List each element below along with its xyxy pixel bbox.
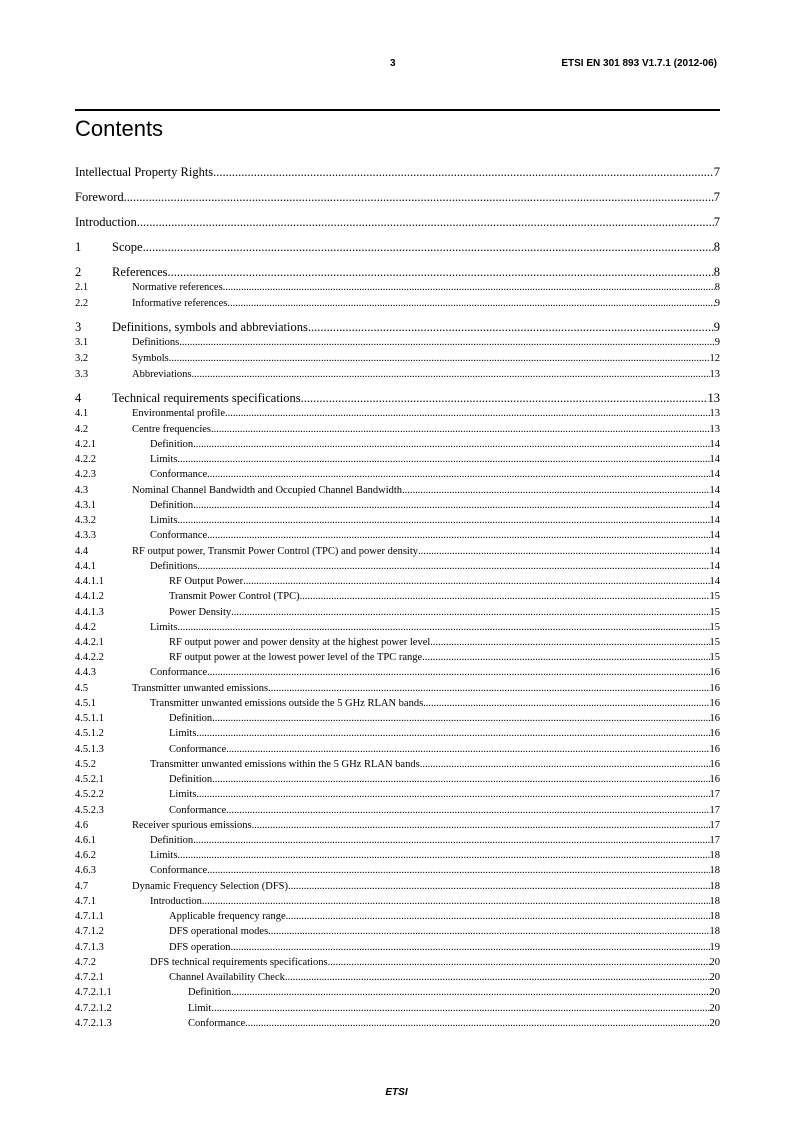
toc-entry-number: 4.6.3 — [75, 865, 96, 876]
toc-entry[interactable] — [75, 909, 720, 924]
toc-entry[interactable] — [75, 437, 720, 452]
toc-leader-dots — [207, 863, 709, 878]
toc-entry-page: 14 — [709, 576, 720, 587]
toc-entry[interactable] — [75, 833, 720, 848]
toc-entry-title: RF Output Power — [169, 576, 244, 587]
toc-entry-title: Limits — [169, 789, 197, 800]
toc-entry-title: Conformance — [150, 530, 208, 541]
toc-leader-dots — [423, 696, 709, 711]
toc-entry[interactable] — [75, 665, 720, 680]
toc-entry[interactable] — [75, 970, 720, 985]
toc-entry-number: 4.4.1 — [75, 561, 96, 572]
toc-entry-title: Intellectual Property Rights — [75, 165, 214, 179]
toc-entry[interactable] — [75, 1001, 720, 1016]
toc-entry-title: Centre frequencies — [132, 424, 212, 435]
toc-entry-title: Definition — [169, 774, 213, 785]
toc-entry-title: Definition — [188, 987, 232, 998]
toc-entry-title: Power Density — [169, 607, 232, 618]
toc-entry[interactable] — [75, 848, 720, 863]
toc-entry-title: DFS technical requirements specifications — [150, 957, 328, 968]
toc-entry-number: 4.4.3 — [75, 667, 96, 678]
toc-leader-dots — [300, 589, 710, 604]
toc-entry-number: 4.2.1 — [75, 439, 96, 450]
toc-entry-number: 4.3.3 — [75, 530, 96, 541]
toc-entry[interactable] — [75, 818, 720, 833]
toc-entry-page: 16 — [709, 728, 720, 739]
toc-entry-number: 4.2 — [75, 424, 89, 435]
toc-leader-dots — [177, 452, 709, 467]
toc-leader-dots — [213, 164, 714, 180]
toc-entry[interactable] — [75, 483, 720, 498]
toc-entry[interactable] — [75, 390, 720, 406]
toc-entry-number: 3.1 — [75, 337, 89, 348]
toc-entry-number: 4.7.2 — [75, 957, 96, 968]
toc-entry-title: Technical requirements specifications — [112, 391, 301, 405]
toc-entry-page: 20 — [709, 987, 720, 998]
toc-entry-title: Normative references — [132, 282, 223, 293]
toc-leader-dots — [207, 528, 709, 543]
toc-entry-title: Foreword — [75, 190, 124, 204]
toc-entry-number: 4.6.1 — [75, 835, 96, 846]
toc-entry-title: Limits — [150, 515, 178, 526]
toc-leader-dots — [179, 335, 715, 350]
toc-entry-title: Conformance — [150, 865, 208, 876]
toc-entry-page: 20 — [709, 972, 720, 983]
toc-leader-dots — [196, 726, 709, 741]
header-rule — [75, 109, 720, 111]
toc-entry[interactable] — [75, 772, 720, 787]
toc-entry-title: Limits — [150, 622, 178, 633]
toc-entry-number: 1 — [75, 240, 82, 254]
toc-entry[interactable] — [75, 367, 720, 382]
toc-entry-number: 4.7.1 — [75, 896, 96, 907]
toc-entry-page: 15 — [709, 591, 720, 602]
toc-entry-page: 14 — [709, 454, 720, 465]
toc-entry[interactable] — [75, 940, 720, 955]
toc-entry-number: 4.4.1.3 — [75, 607, 104, 618]
toc-entry-title: Conformance — [169, 805, 227, 816]
toc-entry-title: Nominal Channel Bandwidth and Occupied Channel Bandwidth — [132, 485, 403, 496]
toc-leader-dots — [168, 264, 714, 280]
toc-entry-number: 4.4.2 — [75, 622, 96, 633]
toc-entry-page: 14 — [709, 439, 720, 450]
toc-entry[interactable] — [75, 422, 720, 437]
toc-entry-number: 4.2.3 — [75, 469, 96, 480]
toc-entry-number: 4.5.1.3 — [75, 744, 104, 755]
contents-title: Contents — [75, 116, 164, 141]
toc-leader-dots — [420, 757, 710, 772]
toc-leader-dots — [231, 940, 710, 955]
toc-entry[interactable] — [75, 924, 720, 939]
toc-entry-page: 13 — [709, 424, 720, 435]
toc-entry-page: 8 — [713, 265, 720, 279]
toc-leader-dots — [227, 296, 714, 311]
toc-entry-number: 4.5.1.2 — [75, 728, 104, 739]
toc-entry[interactable] — [75, 189, 720, 205]
toc-entry[interactable] — [75, 605, 720, 620]
toc-entry-title: References — [112, 265, 168, 279]
toc-leader-dots — [177, 513, 709, 528]
toc-entry-title: Abbreviations — [132, 369, 192, 380]
toc-entry-page: 16 — [709, 683, 720, 694]
toc-leader-dots — [231, 605, 709, 620]
toc-leader-dots — [226, 742, 709, 757]
toc-entry-page: 15 — [709, 607, 720, 618]
toc-entry[interactable] — [75, 894, 720, 909]
toc-entry-title: Definitions — [132, 337, 180, 348]
toc-entry-page: 16 — [709, 759, 720, 770]
toc-entry[interactable] — [75, 711, 720, 726]
toc-entry-title: Conformance — [169, 744, 227, 755]
toc-entry-page: 20 — [709, 957, 720, 968]
toc-entry-title: Limit — [188, 1003, 212, 1014]
toc-entry-title: Symbols — [132, 353, 169, 364]
toc-entry-title: Scope — [112, 240, 143, 254]
toc-entry-page: 20 — [709, 1018, 720, 1029]
toc-leader-dots — [328, 955, 710, 970]
toc-leader-dots — [226, 803, 709, 818]
toc-entry-page: 8 — [714, 282, 720, 293]
toc-leader-dots — [207, 665, 709, 680]
toc-entry[interactable] — [75, 635, 720, 650]
toc-leader-dots — [286, 909, 710, 924]
toc-entry[interactable] — [75, 513, 720, 528]
toc-entry[interactable] — [75, 351, 720, 366]
toc-entry-title: Conformance — [150, 667, 208, 678]
toc-entry[interactable] — [75, 406, 720, 421]
toc-entry-number: 4.4.1.1 — [75, 576, 104, 587]
toc-entry[interactable] — [75, 742, 720, 757]
toc-entry-page: 8 — [713, 240, 720, 254]
toc-entry-title: Dynamic Frequency Selection (DFS) — [132, 881, 289, 892]
toc-entry-number: 4.1 — [75, 408, 89, 419]
toc-entry-page: 15 — [709, 652, 720, 663]
toc-entry-page: 13 — [707, 391, 720, 405]
toc-entry[interactable] — [75, 528, 720, 543]
toc-leader-dots — [402, 483, 709, 498]
toc-entry-title: Transmitter unwanted emissions outside the 5 GHz RLAN bands — [150, 698, 424, 709]
toc-entry[interactable] — [75, 879, 720, 894]
toc-leader-dots — [308, 319, 714, 335]
toc-entry[interactable] — [75, 280, 720, 295]
toc-entry-page: 17 — [709, 805, 720, 816]
toc-entry-title: Transmit Power Control (TPC) — [169, 591, 300, 602]
toc-entry-number: 3.3 — [75, 369, 89, 380]
toc-leader-dots — [223, 280, 715, 295]
toc-entry-page: 9 — [714, 337, 720, 348]
toc-entry-page: 18 — [709, 926, 720, 937]
toc-entry-number: 4.5.2.1 — [75, 774, 104, 785]
toc-entry[interactable] — [75, 787, 720, 802]
toc-entry-title: Definition — [169, 713, 213, 724]
toc-leader-dots — [196, 787, 709, 802]
toc-entry-page: 13 — [709, 369, 720, 380]
toc-entry-page: 7 — [713, 165, 720, 179]
toc-entry[interactable] — [75, 214, 720, 230]
toc-entry-page: 16 — [709, 713, 720, 724]
toc-entry-page: 14 — [709, 500, 720, 511]
toc-entry-title: Applicable frequency range — [169, 911, 286, 922]
toc-entry-page: 17 — [709, 789, 720, 800]
toc-entry-number: 4.2.2 — [75, 454, 96, 465]
toc-entry-page: 16 — [709, 667, 720, 678]
toc-entry-number: 4.7.2.1.2 — [75, 1003, 112, 1014]
toc-entry[interactable] — [75, 696, 720, 711]
toc-entry-number: 4.6 — [75, 820, 89, 831]
toc-leader-dots — [169, 351, 710, 366]
toc-entry-title: Limits — [169, 728, 197, 739]
toc-entry-number: 4.7.2.1 — [75, 972, 104, 983]
toc-entry[interactable] — [75, 467, 720, 482]
toc-entry[interactable] — [75, 757, 720, 772]
toc-entry-page: 17 — [709, 835, 720, 846]
toc-entry-number: 4.5.2 — [75, 759, 96, 770]
toc-leader-dots — [124, 189, 714, 205]
toc-entry-number: 4.4.1.2 — [75, 591, 104, 602]
toc-entry-page: 14 — [709, 546, 720, 557]
toc-entry-page: 17 — [709, 820, 720, 831]
toc-entry-number: 4.4.2.2 — [75, 652, 104, 663]
toc-entry-title: Informative references — [132, 298, 228, 309]
toc-leader-dots — [243, 574, 709, 589]
toc-leader-dots — [177, 620, 709, 635]
toc-leader-dots — [225, 406, 709, 421]
toc-entry-title: Definition — [150, 835, 194, 846]
toc-entry-page: 16 — [709, 698, 720, 709]
toc-entry[interactable] — [75, 335, 720, 350]
toc-leader-dots — [207, 467, 709, 482]
toc-entry-title: Introduction — [150, 896, 202, 907]
toc-entry-page: 13 — [709, 408, 720, 419]
toc-leader-dots — [197, 559, 709, 574]
page-number: 3 — [390, 58, 396, 69]
toc-leader-dots — [245, 1016, 709, 1031]
footer-etsi: ETSI — [385, 1087, 408, 1098]
toc-entry-number: 4.7 — [75, 881, 89, 892]
toc-leader-dots — [212, 772, 709, 787]
toc-entry-page: 15 — [709, 622, 720, 633]
toc-leader-dots — [212, 711, 709, 726]
toc-entry-number: 4.7.1.1 — [75, 911, 104, 922]
toc-entry-number: 3.2 — [75, 353, 89, 364]
toc-leader-dots — [268, 924, 709, 939]
toc-entry-title: Limits — [150, 454, 178, 465]
toc-entry[interactable] — [75, 589, 720, 604]
toc-entry[interactable] — [75, 574, 720, 589]
toc-entry-title: Introduction — [75, 215, 137, 229]
toc-entry-title: Conformance — [150, 469, 208, 480]
toc-entry-title: RF output power and power density at the highest power level — [169, 637, 431, 648]
toc-leader-dots — [137, 214, 714, 230]
toc-entry[interactable] — [75, 296, 720, 311]
toc-entry-number: 4.7.1.3 — [75, 942, 104, 953]
toc-entry-number: 4.5 — [75, 683, 89, 694]
toc-entry-title: Limits — [150, 850, 178, 861]
toc-entry-number: 4.3.1 — [75, 500, 96, 511]
toc-entry-number: 4.3.2 — [75, 515, 96, 526]
toc-entry[interactable] — [75, 955, 720, 970]
toc-entry-title: Definition — [150, 500, 194, 511]
toc-entry-number: 4.7.2.1.3 — [75, 1018, 112, 1029]
toc-entry-page: 16 — [709, 744, 720, 755]
toc-entry-page: 14 — [709, 530, 720, 541]
toc-entry[interactable] — [75, 559, 720, 574]
toc-entry-number: 4.5.2.3 — [75, 805, 104, 816]
toc-entry-page: 9 — [714, 298, 720, 309]
toc-leader-dots — [268, 681, 709, 696]
toc-entry[interactable] — [75, 681, 720, 696]
toc-entry-number: 4.7.1.2 — [75, 926, 104, 937]
toc-leader-dots — [193, 833, 709, 848]
toc-leader-dots — [418, 544, 710, 559]
toc-entry-number: 4.5.1 — [75, 698, 96, 709]
toc-leader-dots — [143, 239, 714, 255]
toc-leader-dots — [301, 390, 708, 406]
toc-entry-title: Definitions — [150, 561, 198, 572]
toc-entry-number: 2.2 — [75, 298, 89, 309]
toc-entry-number: 4.5.2.2 — [75, 789, 104, 800]
toc-entry-number: 2 — [75, 265, 82, 279]
toc-entry-title: Conformance — [188, 1018, 246, 1029]
toc-entry-page: 14 — [709, 485, 720, 496]
toc-entry-page: 18 — [709, 850, 720, 861]
toc-leader-dots — [211, 1001, 709, 1016]
toc-entry[interactable] — [75, 264, 720, 280]
toc-entry-title: Transmitter unwanted emissions — [132, 683, 269, 694]
toc-leader-dots — [252, 818, 710, 833]
toc-entry-page: 7 — [713, 215, 720, 229]
toc-entry-page: 14 — [709, 561, 720, 572]
toc-entry-title: Definition — [150, 439, 194, 450]
toc-entry-number: 3 — [75, 320, 82, 334]
toc-entry-title: Receiver spurious emissions — [132, 820, 252, 831]
toc-entry-number: 4.6.2 — [75, 850, 96, 861]
toc-entry-title: DFS operational modes — [169, 926, 269, 937]
toc-entry[interactable] — [75, 498, 720, 513]
toc-entry-page: 14 — [709, 515, 720, 526]
toc-leader-dots — [422, 650, 709, 665]
toc-entry[interactable] — [75, 319, 720, 335]
toc-entry-page: 15 — [709, 637, 720, 648]
toc-leader-dots — [193, 437, 709, 452]
toc-entry-number: 4 — [75, 391, 82, 405]
toc-entry-number: 4.5.1.1 — [75, 713, 104, 724]
toc-entry[interactable] — [75, 985, 720, 1000]
toc-entry-number: 4.7.2.1.1 — [75, 987, 112, 998]
toc-entry-title: DFS operation — [169, 942, 231, 953]
toc-entry[interactable] — [75, 620, 720, 635]
toc-entry[interactable] — [75, 544, 720, 559]
toc-leader-dots — [193, 498, 709, 513]
toc-entry-number: 4.4.2.1 — [75, 637, 104, 648]
toc-entry-page: 9 — [713, 320, 720, 334]
toc-leader-dots — [211, 422, 709, 437]
toc-entry-title: Channel Availability Check — [169, 972, 285, 983]
toc-leader-dots — [192, 367, 710, 382]
document-id: ETSI EN 301 893 V1.7.1 (2012-06) — [561, 58, 717, 69]
toc-entry[interactable] — [75, 803, 720, 818]
toc-entry-page: 16 — [709, 774, 720, 785]
toc-leader-dots — [285, 970, 710, 985]
toc-entry-page: 14 — [709, 469, 720, 480]
toc-entry[interactable] — [75, 452, 720, 467]
toc-entry-page: 18 — [709, 881, 720, 892]
toc-entry-title: Environmental profile — [132, 408, 226, 419]
toc-entry-title: Definitions, symbols and abbreviations — [112, 320, 308, 334]
toc-entry-page: 18 — [709, 911, 720, 922]
toc-entry-number: 4.4 — [75, 546, 89, 557]
toc-entry[interactable] — [75, 650, 720, 665]
toc-leader-dots — [288, 879, 709, 894]
toc-entry-page: 18 — [709, 896, 720, 907]
toc-leader-dots — [430, 635, 709, 650]
toc-entry[interactable] — [75, 239, 720, 255]
toc-entry-title: RF output power at the lowest power level of the TPC range — [169, 652, 423, 663]
toc-entry-page: 20 — [709, 1003, 720, 1014]
toc-entry-page: 18 — [709, 865, 720, 876]
toc-entry[interactable] — [75, 726, 720, 741]
toc-leader-dots — [231, 985, 709, 1000]
toc-entry[interactable] — [75, 164, 720, 180]
toc-entry[interactable] — [75, 863, 720, 878]
toc-leader-dots — [177, 848, 709, 863]
toc-entry-page: 7 — [713, 190, 720, 204]
toc-entry-title: RF output power, Transmit Power Control (TPC) and power density — [132, 546, 418, 557]
toc-entry-title: Transmitter unwanted emissions within the 5 GHz RLAN bands — [150, 759, 420, 770]
toc-entry-page: 12 — [709, 353, 720, 364]
toc-entry-number: 4.3 — [75, 485, 89, 496]
toc-entry-page: 19 — [709, 942, 720, 953]
toc-leader-dots — [202, 894, 710, 909]
toc-entry[interactable] — [75, 1016, 720, 1031]
toc-entry-number: 2.1 — [75, 282, 89, 293]
